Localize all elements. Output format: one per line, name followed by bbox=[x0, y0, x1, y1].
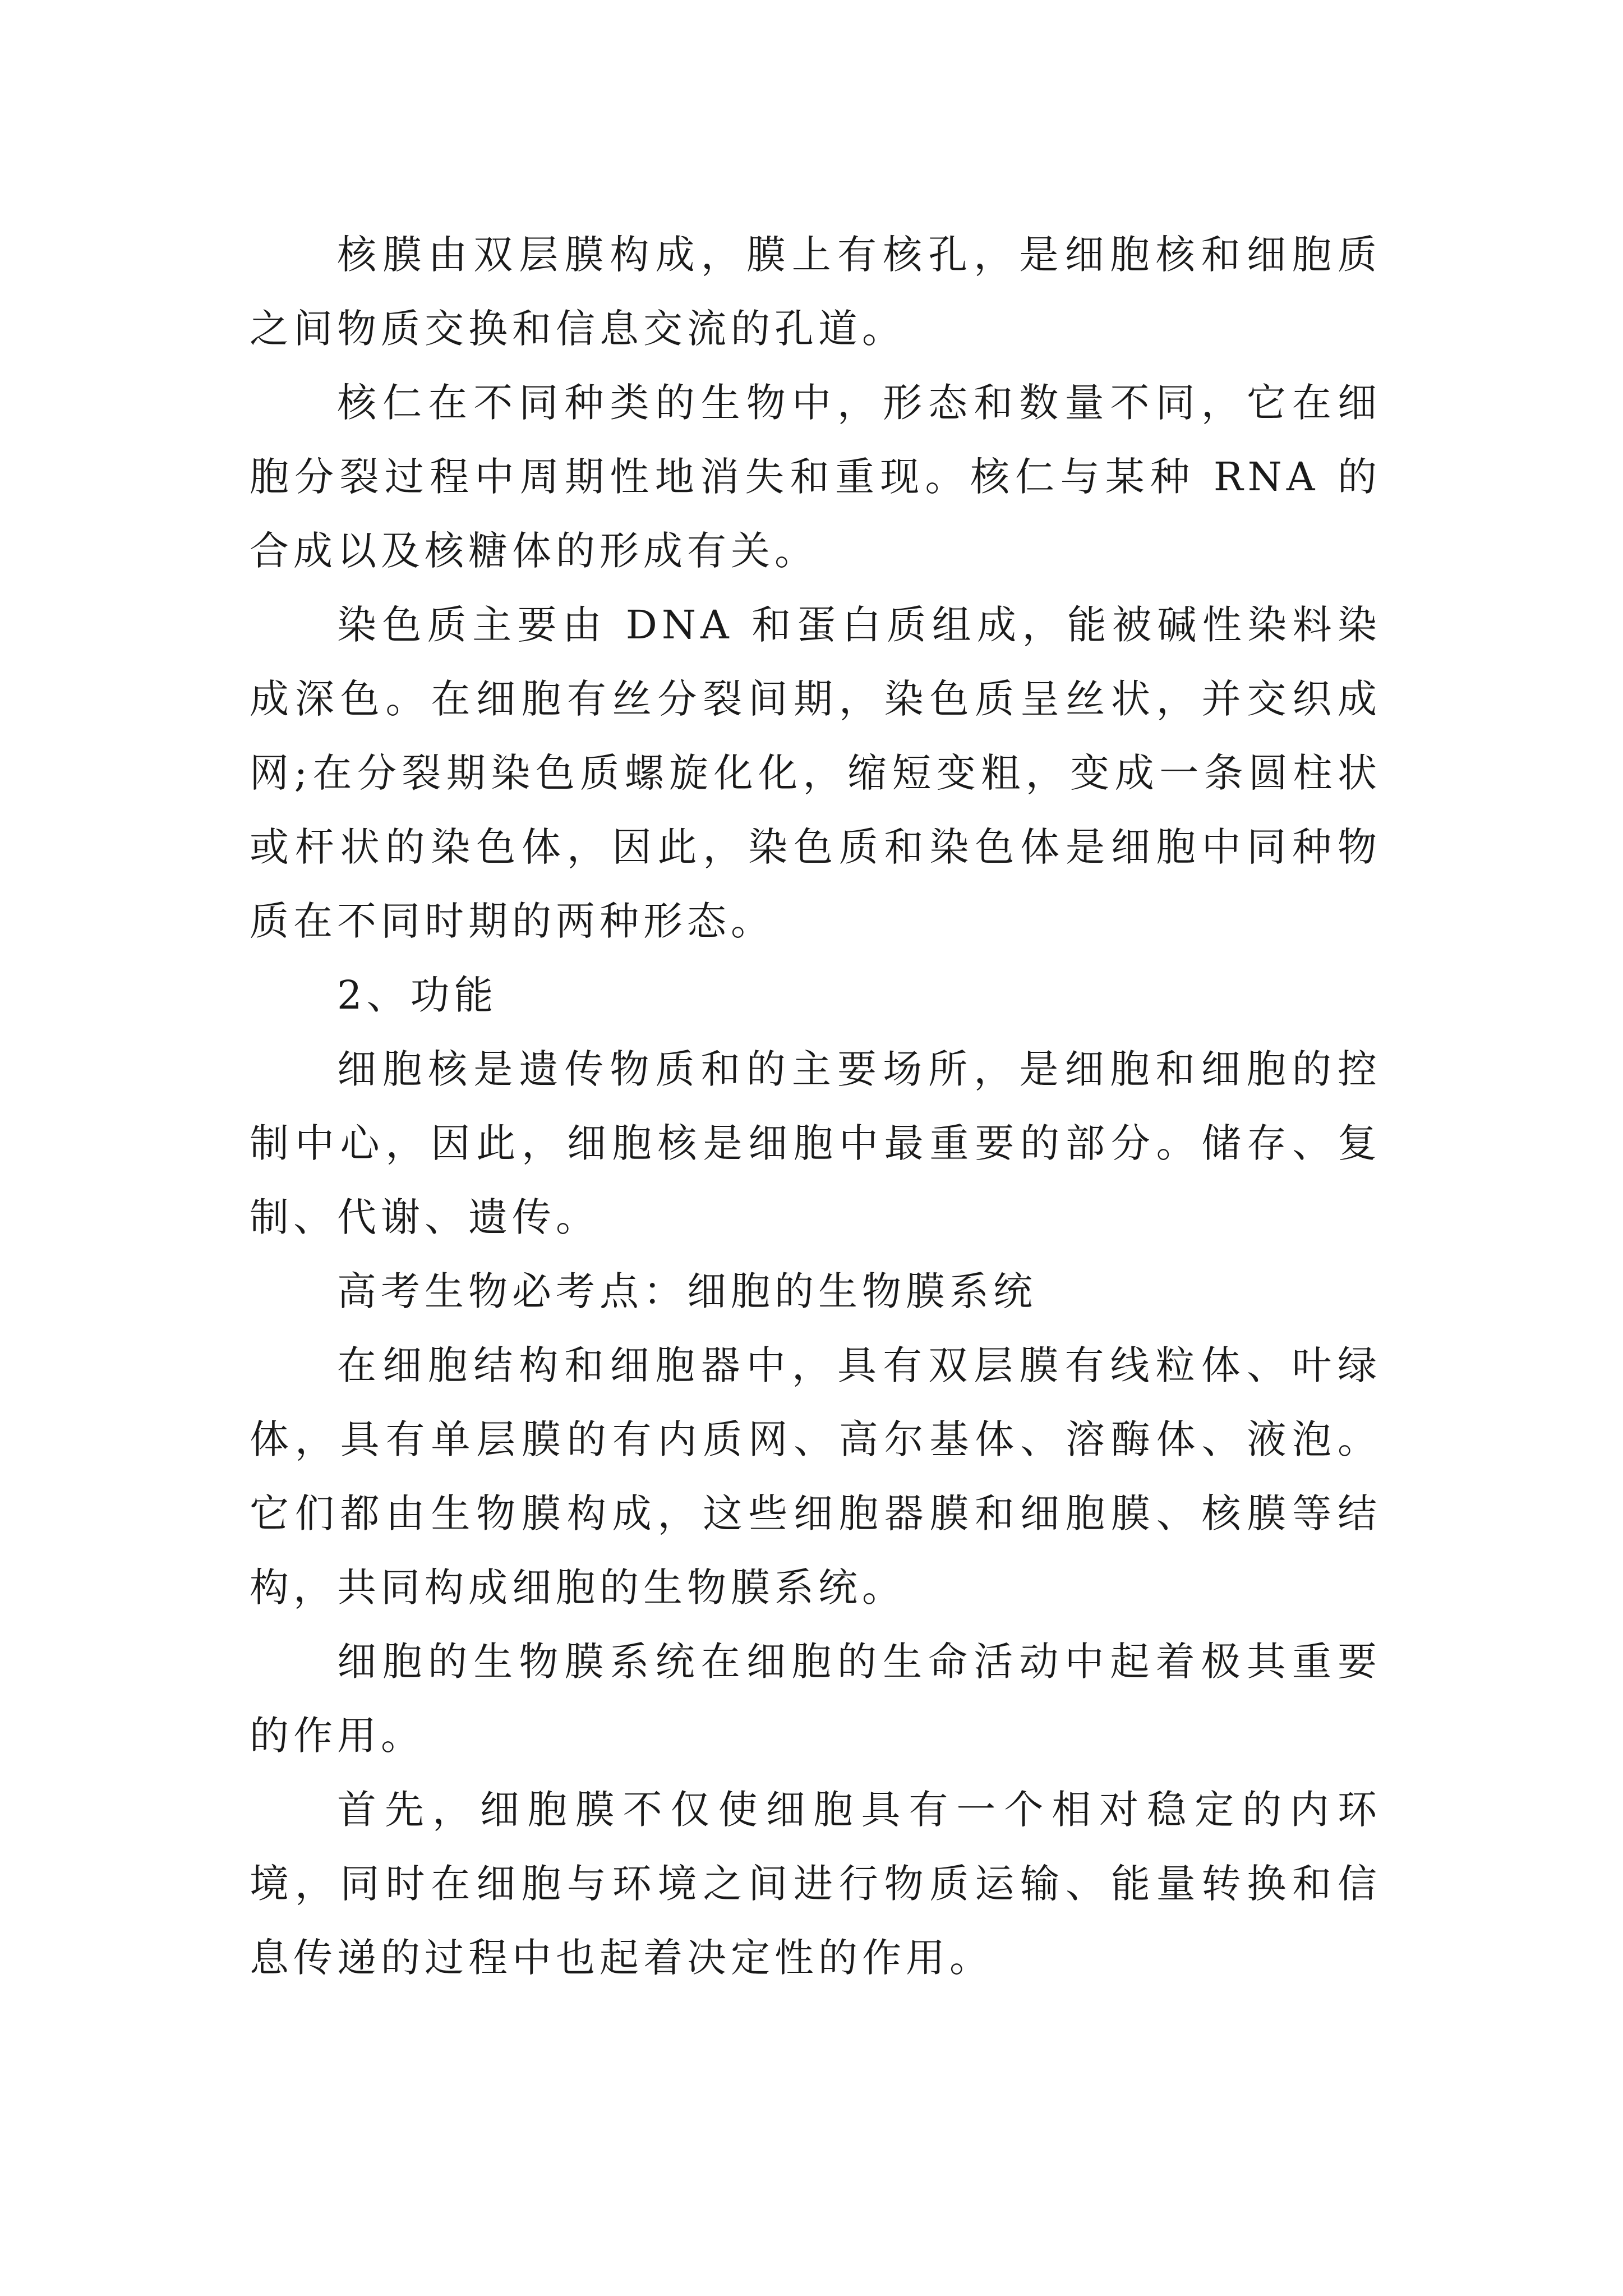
paragraph-chromatin: 染色质主要由 DNA 和蛋白质组成，能被碱性染料染成深色。在细胞有丝分裂间期，染色质呈丝状，并交织成网;在分裂期染色质螺旋化化，缩短变粗，变成一条圆柱状或杆状的染色体，因此，染色质和染色体是细胞中同种物质在不同时期的两种形态。 bbox=[250, 602, 1381, 944]
paragraph-membrane-importance: 细胞的生物膜系统在细胞的生命活动中起着极其重要的作用。 bbox=[250, 1639, 1381, 1759]
paragraph-nucleus-function: 细胞核是遗传物质和的主要场所，是细胞和细胞的控制中心，因此，细胞核是细胞中最重要的部分。储存、复制、代谢、遗传。 bbox=[250, 1046, 1381, 1240]
section-heading-function: 2、功能 bbox=[337, 972, 498, 1018]
paragraph-nucleolus: 核仁在不同种类的生物中，形态和数量不同，它在细胞分裂过程中周期性地消失和重现。核仁与某种 RNA 的合成以及核糖体的形成有关。 bbox=[250, 380, 1381, 574]
paragraph-organelle-membranes: 在细胞结构和细胞器中，具有双层膜有线粒体、叶绿体，具有单层膜的有内质网、高尔基体、溶酶体、液泡。它们都由生物膜构成，这些细胞器膜和细胞膜、核膜等结构，共同构成细胞的生物膜系统。 bbox=[250, 1342, 1381, 1611]
section-heading-biomembrane-system: 高考生物必考点：细胞的生物膜系统 bbox=[337, 1268, 1037, 1314]
paragraph-nuclear-envelope: 核膜由双层膜构成，膜上有核孔，是细胞核和细胞质之间物质交换和信息交流的孔道。 bbox=[250, 232, 1381, 352]
document-body bbox=[250, 218, 1381, 1995]
paragraph-cell-membrane-role: 首先，细胞膜不仅使细胞具有一个相对稳定的内环境，同时在细胞与环境之间进行物质运输、能量转换和信息传递的过程中也起着决定性的作用。 bbox=[250, 1787, 1381, 1981]
